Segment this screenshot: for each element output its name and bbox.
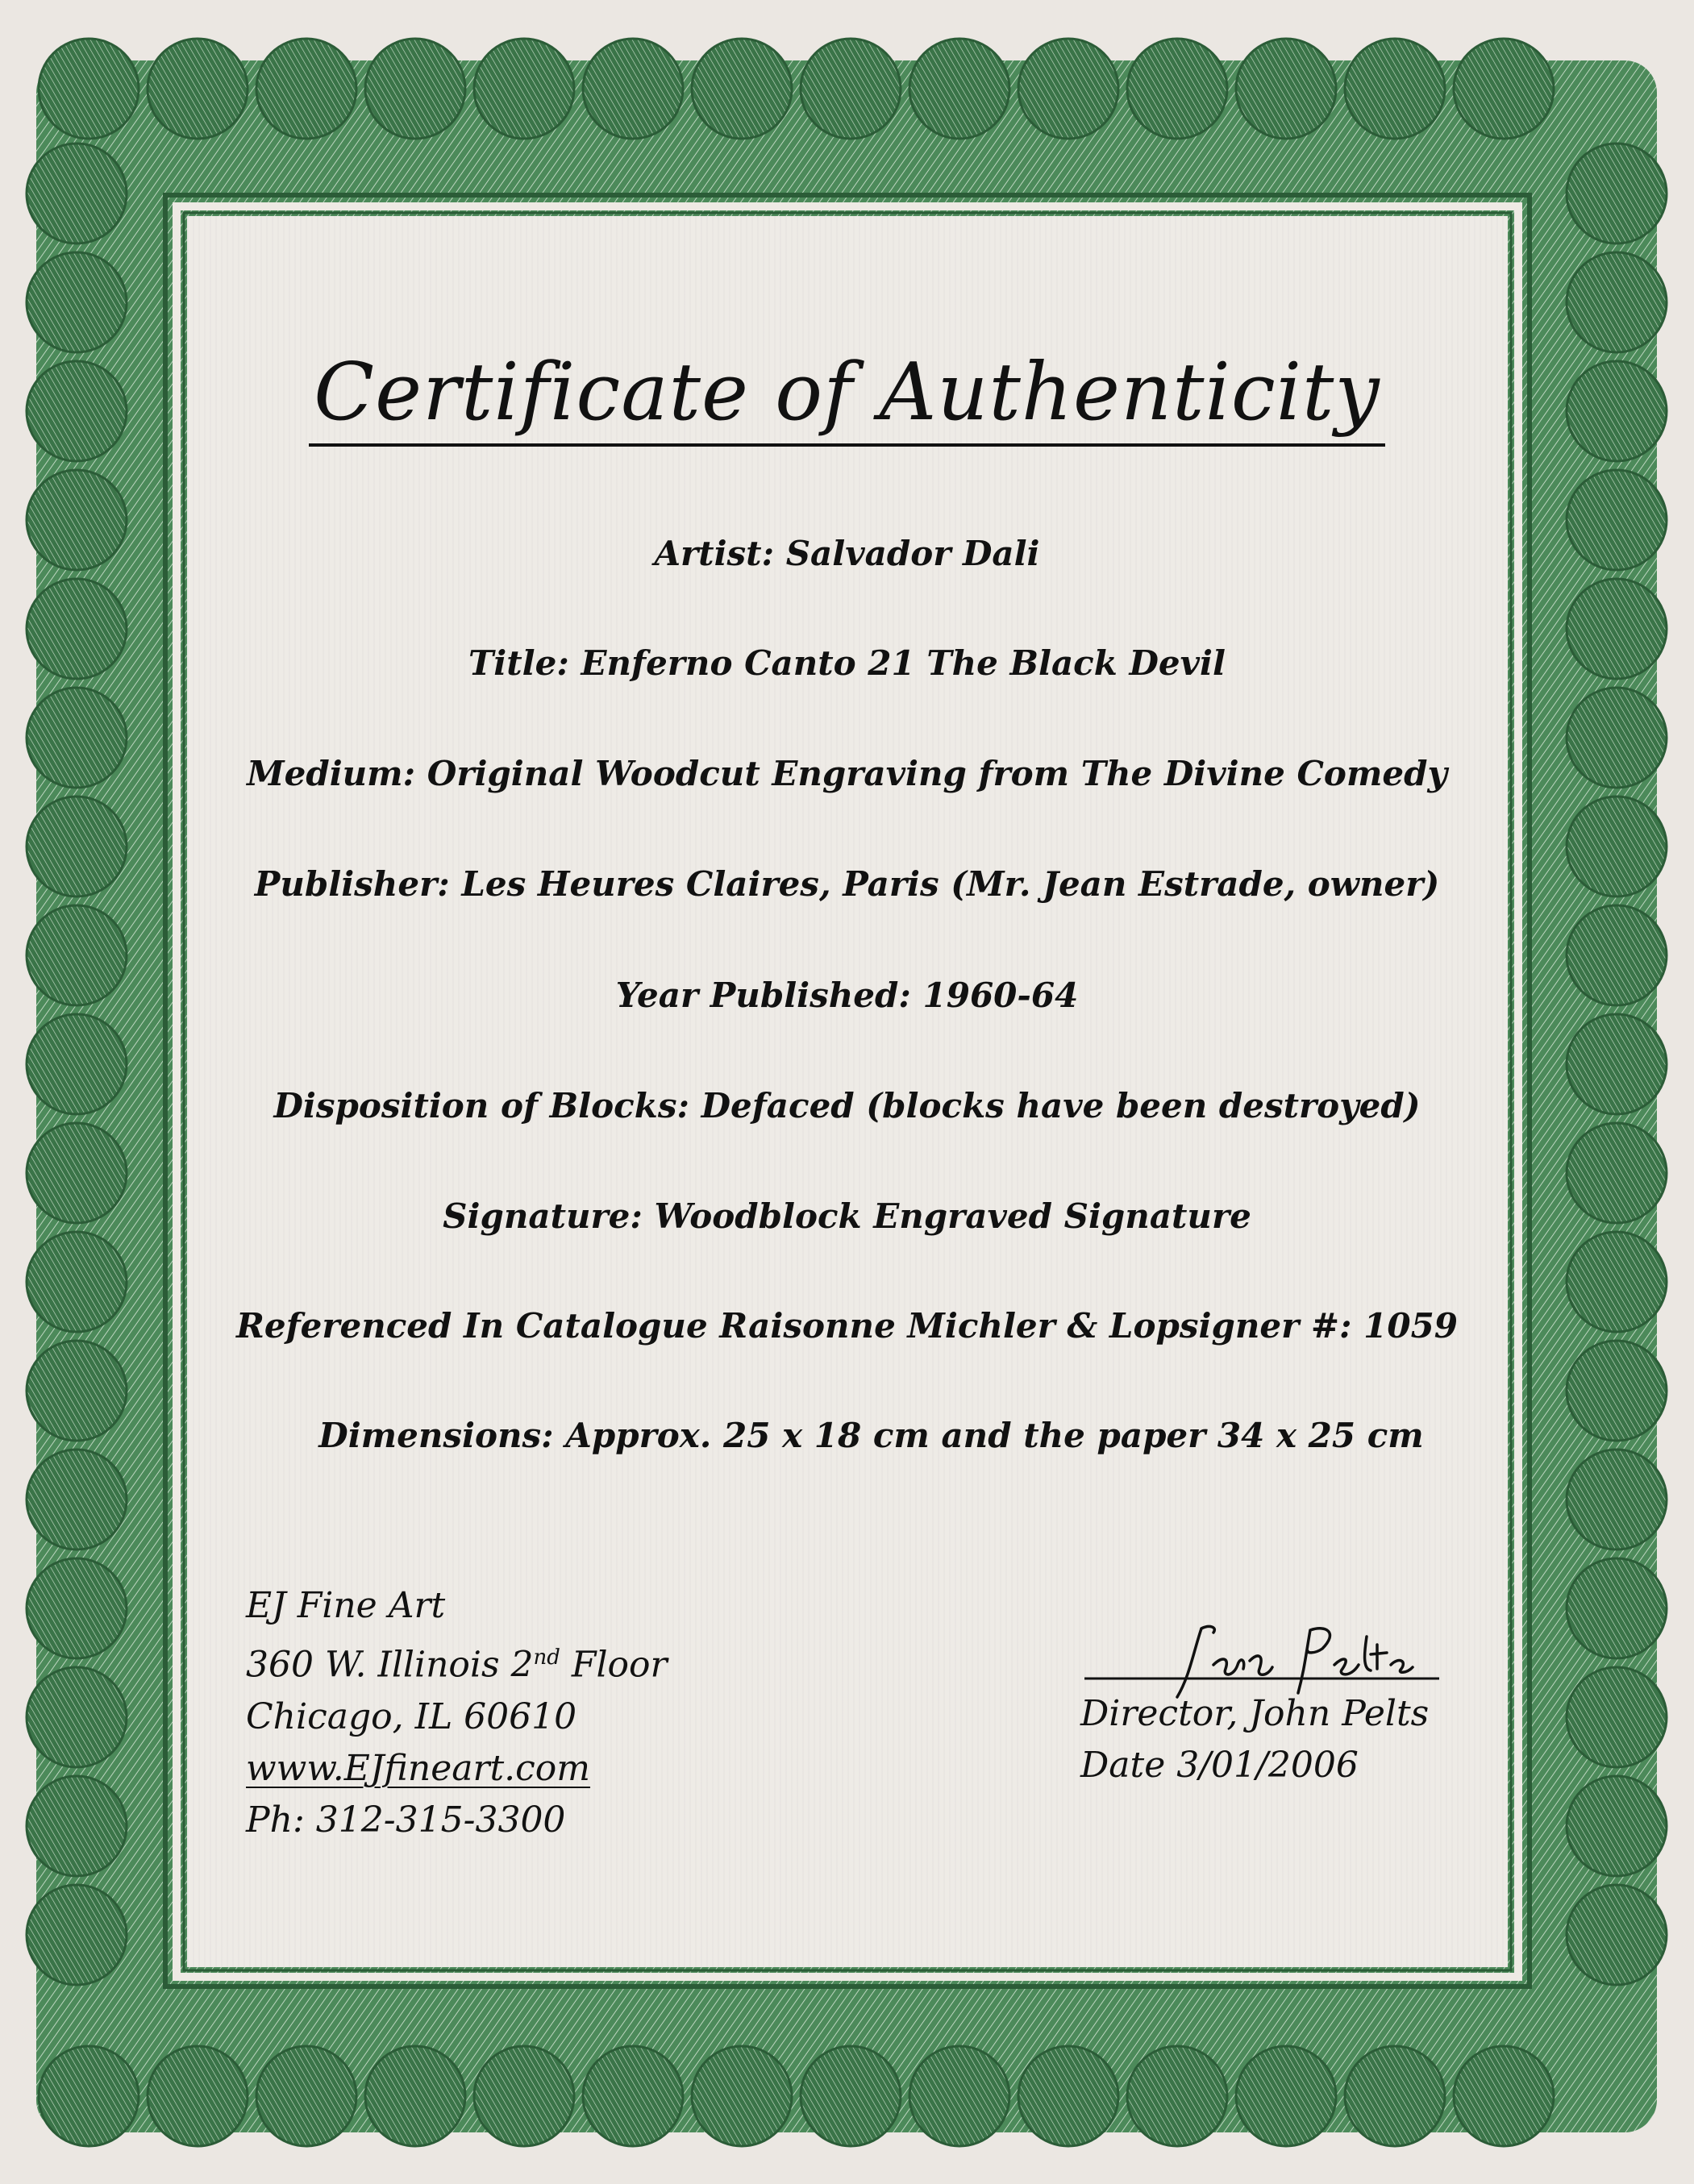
border-scallop — [1345, 39, 1445, 139]
director-line: Director, John Pelts — [1080, 1693, 1430, 1734]
title-line: Title: Enferno Canto 21 The Black Devil — [468, 643, 1226, 683]
border-scallop — [365, 2046, 465, 2146]
border-scallop — [27, 1667, 127, 1767]
border-scallop — [27, 1885, 127, 1985]
border-scallop — [1567, 1885, 1667, 1985]
border-scallop — [801, 39, 901, 139]
border-scallop — [692, 39, 792, 139]
border-scallop — [692, 2046, 792, 2146]
border-scallop — [1567, 1558, 1667, 1658]
publisher-block — [246, 1580, 668, 1846]
border-scallop — [1127, 39, 1227, 139]
border-scallop — [365, 39, 465, 139]
border-scallop — [1345, 2046, 1445, 2146]
border-scallop — [1567, 144, 1667, 243]
border-scallop — [148, 39, 248, 139]
dimensions-line: Dimensions: Approx. 25 x 18 cm and the paper 34 x 25 cm — [318, 1416, 1424, 1455]
border-scallop — [256, 39, 356, 139]
date-line: Date 3/01/2006 — [1080, 1745, 1359, 1786]
publisher-address: 360 W. Illinois 2nd Floor — [246, 1644, 668, 1686]
border-scallop — [27, 144, 127, 243]
border-scallop — [1236, 2046, 1336, 2146]
publisher-name: EJ Fine Art — [246, 1585, 446, 1626]
publisher-line: Publisher: Les Heures Claires, Paris (Mr. Jean Estrade, owner) — [254, 864, 1440, 904]
border-scallop — [27, 1776, 127, 1876]
border-scallop — [909, 2046, 1009, 2146]
border-scallop — [256, 2046, 356, 2146]
artist-line: Artist: Salvador Dali — [654, 534, 1040, 573]
signature-line: Signature: Woodblock Engraved Signature — [443, 1196, 1251, 1236]
border-scallop — [583, 2046, 683, 2146]
blocks-line: Disposition of Blocks: Defaced (blocks have been destroyed) — [273, 1086, 1421, 1125]
border-scallop — [39, 2046, 139, 2146]
publisher-website[interactable]: www.EJfineart.com — [246, 1747, 591, 1789]
signature-block — [1080, 1688, 1429, 1791]
border-scallop — [1018, 2046, 1118, 2146]
border-scallop — [1454, 39, 1554, 139]
border-scallop — [801, 2046, 901, 2146]
border-scallop — [909, 39, 1009, 139]
publisher-phone: Ph: 312-315-3300 — [246, 1799, 566, 1841]
year-line: Year Published: 1960-64 — [615, 976, 1079, 1015]
certificate-title: Certificate of Authenticity — [0, 347, 1694, 439]
border-scallop — [583, 39, 683, 139]
border-scallop — [27, 1558, 127, 1658]
border-scallop — [148, 2046, 248, 2146]
border-scallop — [39, 39, 139, 139]
border-scallop — [1567, 1776, 1667, 1876]
border-scallop — [1567, 1450, 1667, 1550]
border-scallop — [1236, 39, 1336, 139]
catalogue-line: Referenced In Catalogue Raisonne Michler & Lopsigner #: 1059 — [235, 1306, 1459, 1346]
border-scallop — [474, 39, 574, 139]
border-scallop — [1127, 2046, 1227, 2146]
border-scallop — [1567, 252, 1667, 352]
border-scallop — [474, 2046, 574, 2146]
border-scallop — [1018, 39, 1118, 139]
publisher-city: Chicago, IL 60610 — [246, 1695, 577, 1737]
border-scallop — [1454, 2046, 1554, 2146]
border-scallop — [27, 1450, 127, 1550]
border-scallop — [27, 252, 127, 352]
medium-line: Medium: Original Woodcut Engraving from The Divine Comedy — [247, 754, 1447, 793]
border-scallop — [1567, 1667, 1667, 1767]
